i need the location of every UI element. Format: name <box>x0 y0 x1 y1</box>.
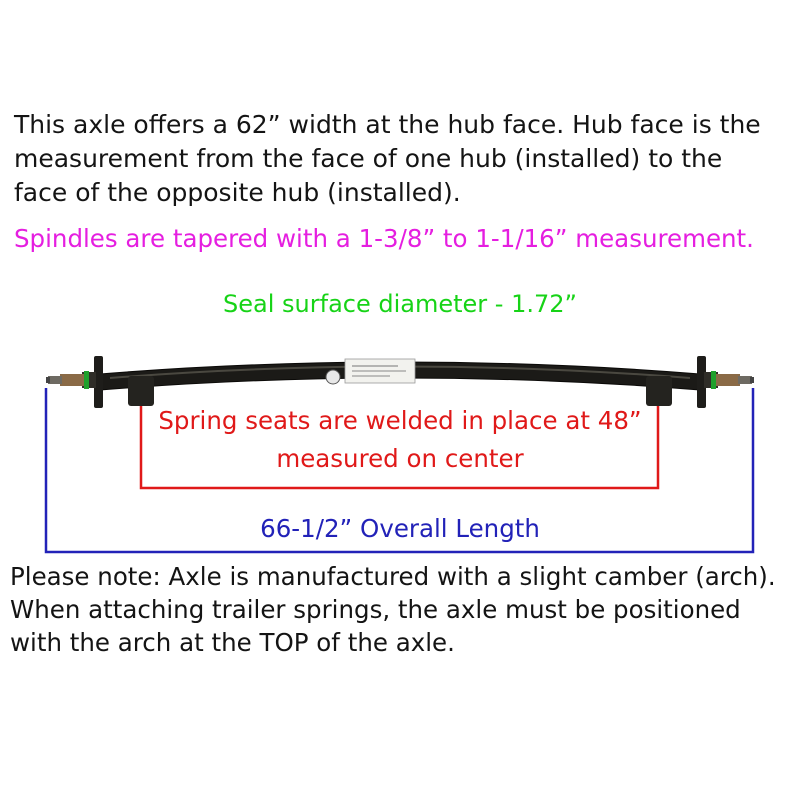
spring-seat-line-1: Spring seats are welded in place at 48” <box>158 406 642 435</box>
spring-seat-line-2: measured on center <box>276 444 524 473</box>
left-spindle <box>46 371 96 389</box>
intro-line-2: measurement from the face of one hub (installed) to the <box>14 144 723 173</box>
seal-surface-label: Seal surface diameter - 1.72” <box>223 290 577 318</box>
intro-line-3: face of the opposite hub (installed). <box>14 178 461 207</box>
camber-note <box>10 560 776 659</box>
intro-line-1: This axle offers a 62” width at the hub face. Hub face is the <box>14 110 761 139</box>
intro-description <box>14 108 761 210</box>
spring-seat-note <box>140 402 660 478</box>
note-line-3: with the arch at the TOP of the axle. <box>10 628 455 657</box>
note-line-1: Please note: Axle is manufactured with a slight camber (arch). <box>10 562 776 591</box>
spindles-taper-note: Spindles are tapered with a 1-3/8” to 1-1/16” measurement. <box>14 224 754 253</box>
axle-logo-decal <box>326 370 340 384</box>
right-spindle <box>704 371 754 389</box>
overall-length-label: 66-1/2” Overall Length <box>260 514 540 543</box>
note-line-2: When attaching trailer springs, the axle must be positioned <box>10 595 741 624</box>
axle-label-sticker <box>345 359 415 383</box>
